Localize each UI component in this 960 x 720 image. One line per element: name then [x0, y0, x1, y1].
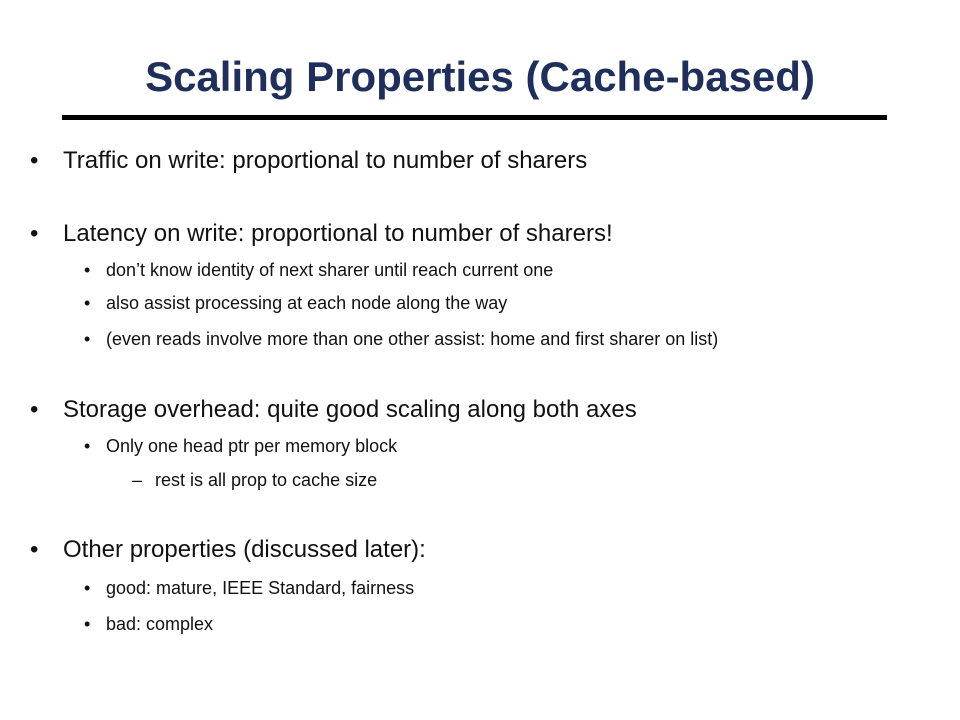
bullet-mark: •	[84, 578, 91, 598]
sub-bullet-text: don’t know identity of next sharer until reach current one	[106, 260, 554, 280]
bullet-item-latency	[30, 220, 613, 248]
bullet-mark: •	[30, 147, 39, 174]
sub-bullet-text: also assist processing at each node along the way	[106, 293, 508, 313]
bullet-mark: •	[84, 436, 91, 456]
sub-bullet-item	[84, 259, 553, 281]
bullet-mark: •	[84, 614, 91, 634]
sub-bullet-item	[84, 435, 397, 457]
sub-bullet-text: good: mature, IEEE Standard, fairness	[106, 578, 415, 598]
bullet-mark: •	[84, 293, 91, 313]
bullet-mark: •	[30, 536, 39, 563]
sub-bullet-item	[84, 328, 718, 350]
dash-mark: –	[132, 470, 143, 490]
bullet-item-traffic	[30, 147, 587, 175]
bullet-text: Traffic on write: proportional to number of sharers	[63, 147, 588, 174]
slide-title: Scaling Properties (Cache-based)	[145, 53, 815, 100]
bullet-mark: •	[30, 220, 39, 247]
sub-bullet-text: (even reads involve more than one other assist: home and first sharer on list)	[106, 329, 719, 349]
bullet-mark: •	[30, 396, 39, 423]
bullet-text: Storage overhead: quite good scaling along both axes	[63, 396, 637, 423]
bullet-mark: •	[84, 329, 91, 349]
sub-bullet-text: Only one head ptr per memory block	[106, 436, 398, 456]
sub-bullet-item	[84, 577, 414, 599]
sub-bullet-text: bad: complex	[106, 614, 214, 634]
sub-sub-bullet-text: rest is all prop to cache size	[155, 470, 378, 490]
bullet-item-other	[30, 536, 426, 564]
sub-bullet-item	[84, 292, 507, 314]
bullet-item-storage	[30, 396, 637, 424]
bullet-text: Other properties (discussed later):	[63, 536, 426, 563]
bullet-text: Latency on write: proportional to number of sharers!	[63, 220, 613, 247]
sub-sub-bullet-item	[132, 469, 377, 491]
bullet-mark: •	[84, 260, 91, 280]
sub-bullet-item	[84, 613, 213, 635]
